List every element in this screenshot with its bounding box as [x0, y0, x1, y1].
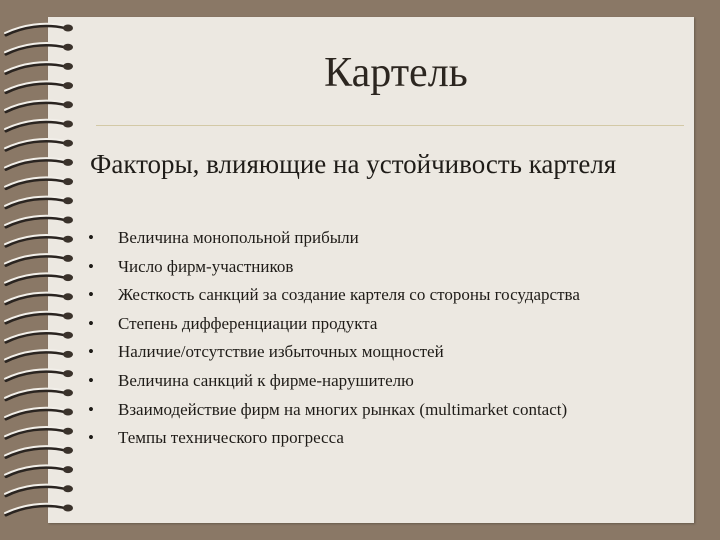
binding-ring — [5, 101, 73, 112]
binding-ring — [5, 293, 73, 304]
title-divider — [96, 125, 684, 126]
binding-ring — [5, 81, 73, 92]
bullet-item — [88, 281, 698, 310]
binding-ring — [5, 331, 73, 342]
slide-title: Картель — [324, 50, 468, 96]
bullet-item — [88, 338, 698, 367]
bullet-text: Взаимодействие фирм на многих рынках (multimarket contact) — [118, 399, 568, 419]
binding-ring — [5, 369, 73, 380]
bullet-item — [88, 367, 698, 396]
binding-ring — [5, 24, 73, 35]
slide-subtitle: Факторы, влияющие на устойчивость картеля — [90, 149, 617, 179]
bullet-text: Жесткость санкций за создание картеля со стороны государства — [118, 285, 580, 305]
binding-ring — [5, 139, 73, 150]
binding-ring — [5, 43, 73, 54]
binding-ring — [5, 446, 73, 457]
binding-ring — [5, 273, 73, 284]
bullet-dot: • — [88, 399, 94, 419]
binding-ring — [5, 312, 73, 323]
binding-ring — [5, 197, 73, 208]
bullet-text: Величина санкций к фирме-нарушителю — [118, 370, 414, 390]
binding-ring — [5, 485, 73, 496]
binding-ring — [5, 350, 73, 361]
bullet-item — [88, 424, 698, 453]
bullet-item — [88, 310, 698, 339]
bullet-list — [88, 224, 698, 453]
binding-ring — [5, 120, 73, 131]
bullet-dot: • — [88, 428, 94, 448]
bullet-dot: • — [88, 285, 94, 305]
bullet-item — [88, 224, 698, 253]
binding-ring — [5, 389, 73, 400]
binding-ring — [5, 427, 73, 438]
binding-ring — [5, 62, 73, 73]
bullet-dot: • — [88, 313, 94, 333]
bullet-text: Величина монопольной прибыли — [118, 228, 359, 247]
binding-ring — [5, 408, 73, 419]
bullet-dot: • — [88, 228, 94, 247]
bullet-item — [88, 253, 698, 282]
binding-ring — [5, 465, 73, 476]
bullet-dot: • — [88, 256, 94, 276]
binding-ring — [5, 235, 73, 246]
binding-ring — [5, 504, 73, 515]
binding-ring — [5, 254, 73, 265]
bullet-dot: • — [88, 342, 94, 362]
binding-ring — [5, 177, 73, 188]
bullet-text: Степень дифференциации продукта — [118, 313, 378, 333]
bullet-item — [88, 396, 698, 425]
bullet-text: Число фирм-участников — [118, 256, 294, 276]
binding-ring — [5, 158, 73, 169]
spiral-binding — [0, 0, 80, 540]
bullet-text: Темпы технического прогресса — [118, 428, 344, 448]
binding-ring — [5, 216, 73, 227]
bullet-text: Наличие/отсутствие избыточных мощностей — [118, 342, 444, 362]
bullet-dot: • — [88, 370, 94, 390]
